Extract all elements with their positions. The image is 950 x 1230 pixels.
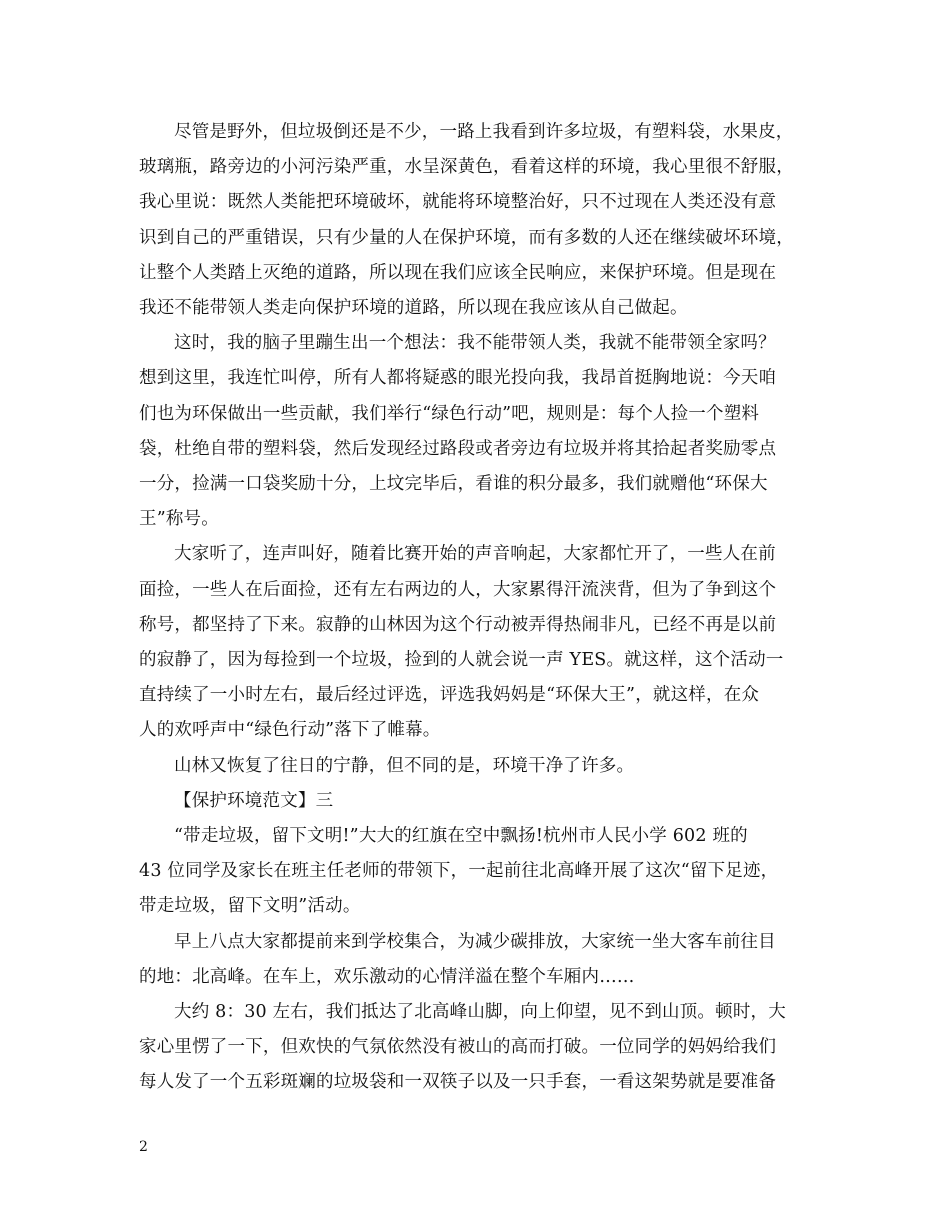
paragraph-6: 早上八点大家都提前来到学校集合，为减少碳排放，大家统一坐大客车前往目 的地：北高峰。在车上，欢乐激动的心情洋溢在整个车厢内……	[139, 931, 776, 987]
paragraph-1: 尽管是野外，但垃圾倒还是不少，一路上我看到许多垃圾，有塑料袋，水果皮， 玻璃瓶，路旁边的小河污染严重，水呈深黄色，看着这样的环境，我心里很不舒服， 我心里说：既然人类能把环境破坏，就能将环境整治好，只不过现在人类还没有意 识到自己的严重错误，只有少量的人在保护环境，而有多数的人还在继续破坏环境， 让整个人类踏上灭绝的道路，所以现在我们应该全民响应，来保护环境。但是现在 我还不能带领人类走向保护环境的道路，所以现在我应该从自己做起。	[139, 122, 794, 319]
paragraph-3: 大家听了，连声叫好，随着比赛开始的声音响起，大家都忙开了，一些人在前 面捡，一些人在后面捡，还有左右两边的人，大家累得汗流浃背，但为了争到这个 称号，都坚持了下来。寂静的山林因为这个行动被弄得热闹非凡，已经不再是以前 的寂静了，因为每捡到一个垃圾，捡到的人就会说一声 YES。就这样，这个活动一 直持续了一小时左右，最后经过评选，评选我妈妈是“环保大王”，就这样，在众 人的欢呼声中“绿色行动”落下了帷幕。	[139, 544, 784, 741]
paragraph-5: “带走垃圾，留下文明!”大大的红旗在空中飘扬!杭州市人民小学 602 班的 43 位同学及家长在班主任老师的带领下，一起前往北高峰开展了这次“留下足迹， 带走垃圾，留下文明”活动。	[139, 826, 779, 917]
section-heading: 【保护环境范文】三	[174, 790, 334, 811]
paragraph-4: 山林又恢复了往日的宁静，但不同的是，环境干净了许多。	[174, 755, 635, 776]
paragraph-7: 大约 8：30 左右，我们抵达了北高峰山脚，向上仰望，见不到山顶。顿时，大 家心里愣了一下，但欢快的气氛依然没有被山的高而打破。一位同学的妈妈给我们 每人发了一个五彩斑斓的垃圾袋和一双筷子以及一只手套，一看这架势就是要准备	[139, 1002, 786, 1093]
page-number: 2	[139, 1139, 148, 1155]
paragraph-2: 这时，我的脑子里蹦生出一个想法：我不能带领人类，我就不能带领全家吗？ 想到这里，我连忙叫停，所有人都将疑惑的眼光投向我，我昂首挺胸地说：今天咱 们也为环保做出一些贡献，我们举行“绿色行动”吧，规则是：每个人捡一个塑料 袋，杜绝自带的塑料袋，然后发现经过路段或者旁边有垃圾并将其拾起者奖励零点 一分，捡满一口袋奖励十分，上坟完毕后，看谁的积分最多，我们就赠他“环保大 王”称号。	[139, 333, 777, 530]
document-body	[139, 115, 839, 1101]
